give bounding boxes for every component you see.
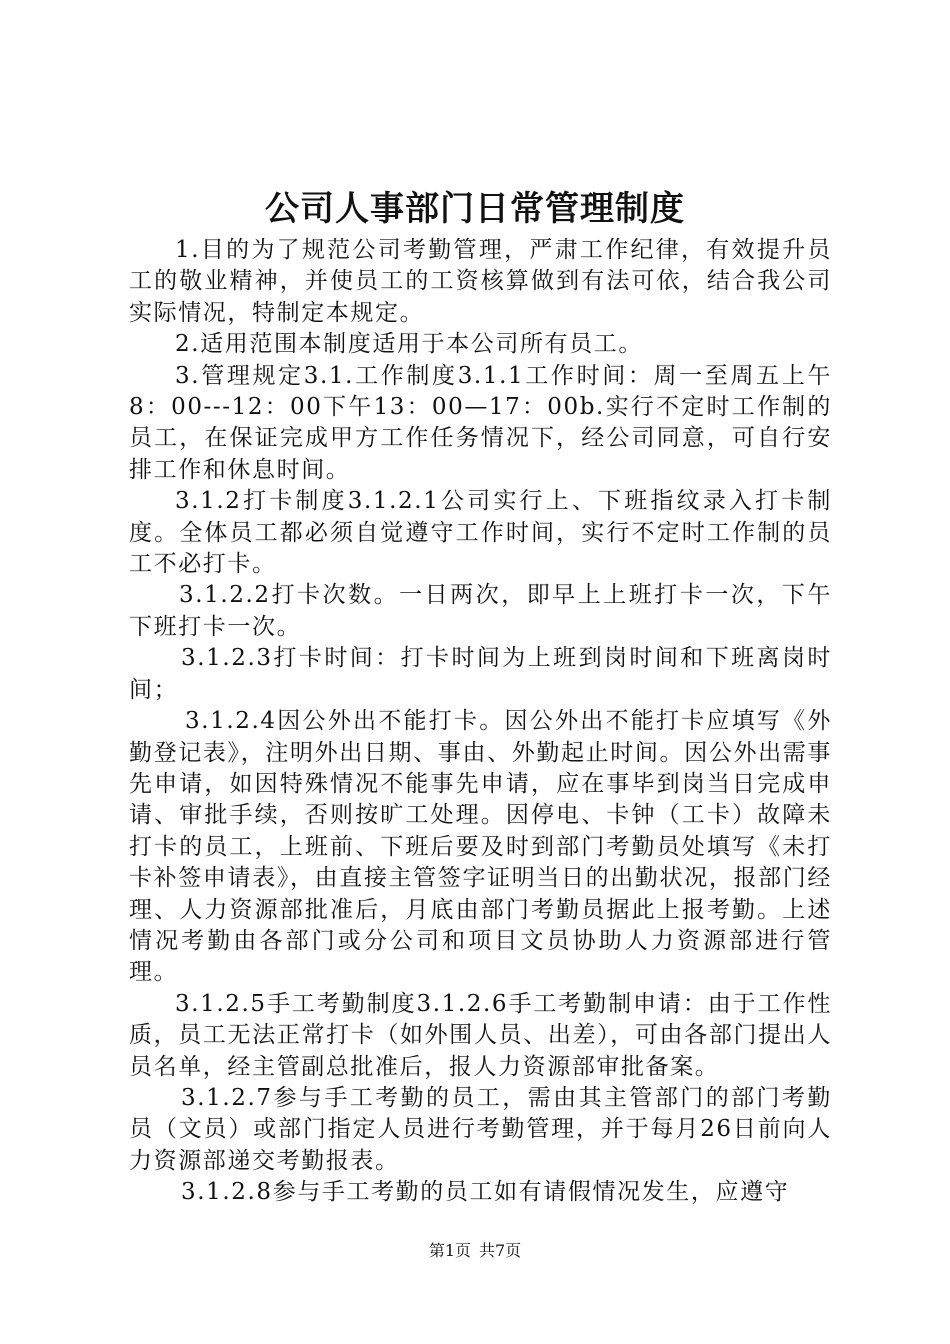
page-number: 第1页 [428, 1241, 471, 1260]
paragraph-business-outing: 3.1.2.4因公外出不能打卡。因公外出不能打卡应填写《外勤登记表》，注明外出日期、事由、外勤起止时间。因公外出需事先申请，如因特殊情况不能事先申请，应在事毕到岗当日完成申请、审批手续，否则按旷工处理。因停电、卡钟（工卡）故障未打卡的员工，上班前、下班后要及时到部门考勤员处填写《未打卡补签申请表》，由直接主管签字证明当日的出勤状况，报部门经理、人力资源部批准后，月底由部门考勤员据此上报考勤。上述情况考勤由各部门或分公司和项目文员协助人力资源部进行管理。 [129, 708, 832, 986]
page-total: 共7页 [479, 1241, 522, 1260]
paragraph-clock-in-time: 3.1.2.3打卡时间：打卡时间为上班到岗时间和下班离岗时间； [129, 645, 832, 703]
paragraph-manual-attendance: 3.1.2.5手工考勤制度3.1.2.6手工考勤制申请：由于工作性质，员工无法正常打卡（如外围人员、出差），可由各部门提出人员名单，经主管副总批准后，报人力资源部审批备案。 [129, 990, 832, 1080]
document-title: 公司人事部门日常管理制度 [265, 189, 685, 229]
paragraph-purpose: 1.目的为了规范公司考勤管理，严肃工作纪律，有效提升员工的敬业精神，并使员工的工资核算做到有法可依，结合我公司实际情况，特制定本规定。 [129, 237, 832, 326]
document-body [129, 235, 832, 1209]
paragraph-work-hours: 3.管理规定3.1.工作制度3.1.1工作时间：周一至周五上午8：00---12：00下午13：00—17：00b.实行不定时工作制的员工，在保证完成甲方工作任务情况下，经公司同意，可自行安排工作和休息时间。 [129, 362, 832, 483]
paragraph-scope: 2.适用范围本制度适用于本公司所有员工。 [175, 331, 643, 358]
paragraph-clock-in-system: 3.1.2打卡制度3.1.2.1公司实行上、下班指纹录入打卡制度。全体员工都必须自觉遵守工作时间，实行不定时工作制的员工不必打卡。 [129, 488, 832, 578]
paragraph-clock-in-count: 3.1.2.2打卡次数。一日两次，即早上上班打卡一次，下午下班打卡一次。 [129, 582, 832, 640]
paragraph-manual-attendance-management: 3.1.2.7参与手工考勤的员工，需由其主管部门的部门考勤员（文员）或部门指定人员进行考勤管理，并于每月26日前向人力资源部递交考勤报表。 [129, 1084, 832, 1174]
paragraph-manual-attendance-leave: 3.1.2.8参与手工考勤的员工如有请假情况发生，应遵守 [181, 1179, 790, 1206]
page-footer [0, 1240, 950, 1262]
